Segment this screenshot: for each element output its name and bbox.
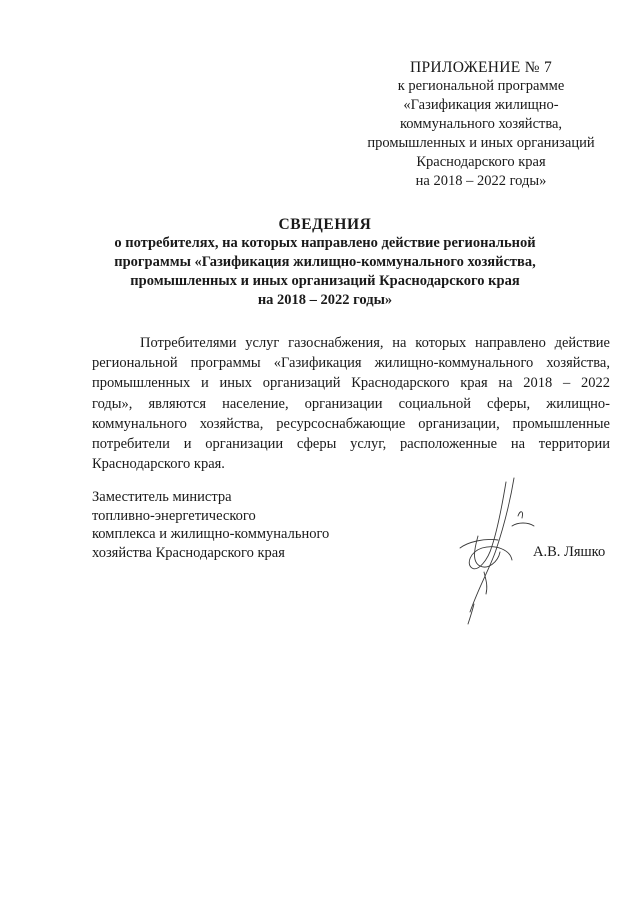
body-line: коммунального хозяйства, ресурсоснабжающие организации, промышленные	[92, 415, 610, 432]
title-line: программы «Газификация жилищно-коммунального хозяйства,	[114, 254, 536, 270]
title-line: на 2018 – 2022 годы»	[257, 292, 393, 308]
appendix-line: Краснодарского края	[416, 154, 546, 170]
body-line: годы», являются население, организации социальной сферы, жилищно-	[92, 395, 610, 412]
signer-position	[92, 488, 329, 562]
signer-position-line: комплекса и жилищно-коммунального	[92, 526, 330, 542]
appendix-header	[356, 58, 606, 191]
body-line: Краснодарского края.	[92, 456, 225, 473]
body-line: потребители и организации сферы услуг, расположенные на территории	[92, 436, 610, 453]
title-line: о потребителях, на которых направлено действие региональной	[114, 235, 536, 251]
signer-position-line: топливно-энергетического	[92, 507, 256, 524]
body-line: промышленных и иных организаций Краснодарского края на 2018 – 2022	[92, 375, 610, 392]
title-line: промышленных и иных организаций Краснодарского края	[130, 273, 520, 289]
document-title	[80, 215, 570, 310]
signer-position-line: Заместитель министра	[92, 489, 232, 505]
title-heading: СВЕДЕНИЯ	[278, 216, 372, 233]
signer-position-line: хозяйства Краснодарского края	[92, 544, 285, 561]
appendix-line: на 2018 – 2022 годы»	[415, 173, 547, 189]
appendix-line: к региональной программе	[397, 78, 565, 94]
body-paragraph	[92, 333, 610, 474]
appendix-line: коммунального хозяйства,	[399, 116, 563, 132]
handwritten-signature	[448, 476, 538, 626]
appendix-line: промышленных и иных организаций	[367, 135, 595, 151]
body-line: Потребителями услуг газоснабжения, на которых направлено действие	[140, 335, 610, 351]
signer-name: А.В. Ляшко	[533, 544, 606, 560]
body-line: региональной программы «Газификация жилищно-коммунального хозяйства,	[92, 355, 610, 372]
appendix-line: «Газификация жилищно-	[403, 97, 559, 113]
appendix-number: ПРИЛОЖЕНИЕ № 7	[409, 59, 553, 76]
